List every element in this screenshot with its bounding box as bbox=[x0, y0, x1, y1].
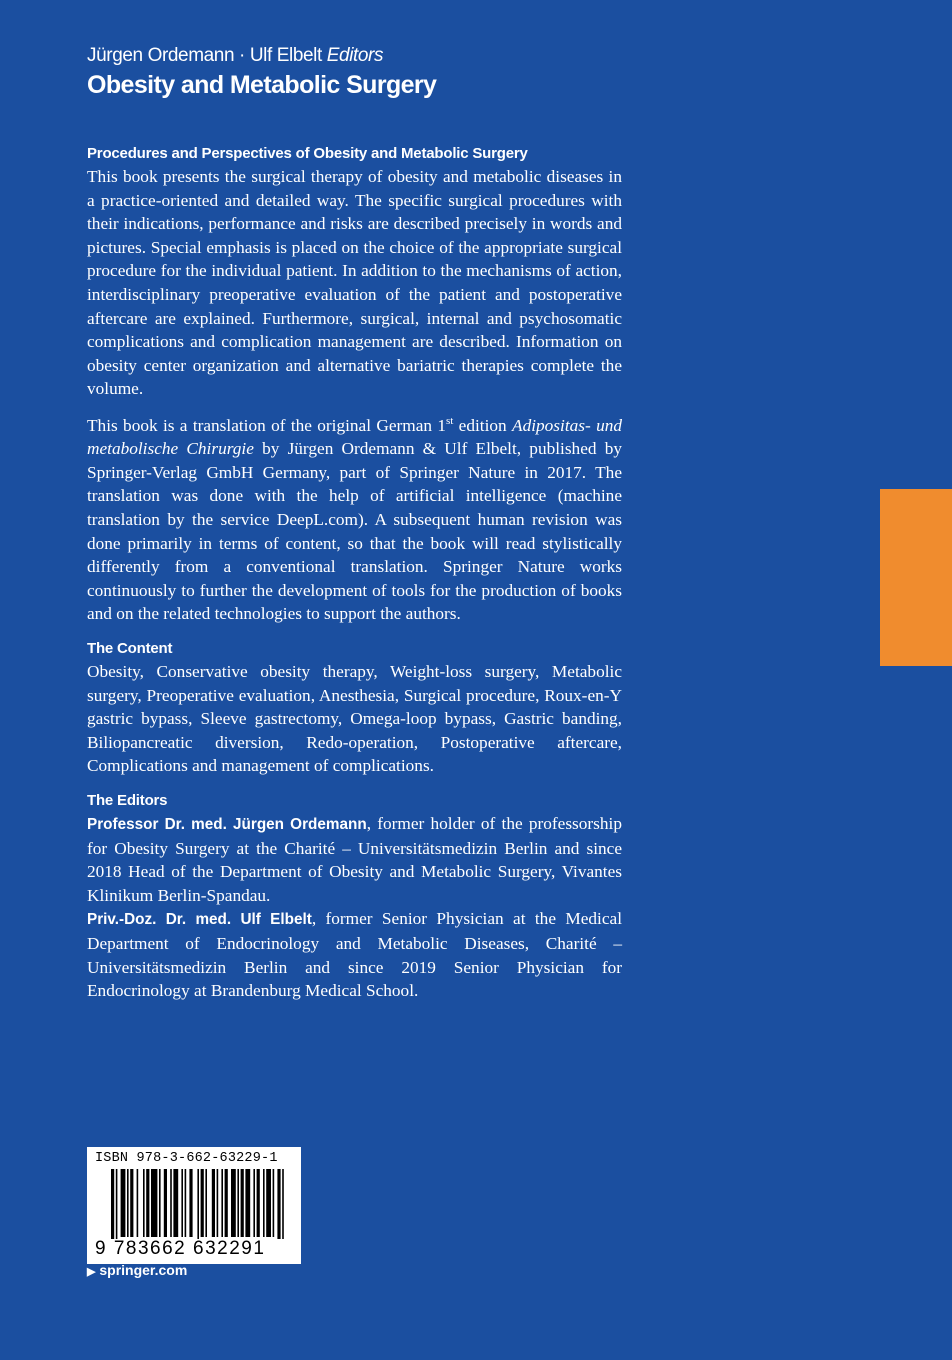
translation-text-1: This book is a translation of the original German 1 bbox=[87, 415, 446, 435]
content-paragraph: Obesity, Conservative obesity therapy, Weight-loss surgery, Metabolic surgery, Preoperative evaluation, Anesthesia, Surgical procedure, Roux-en-Y gastric bypass, Sleeve gastrectomy, Omega-loop bypass, Gastric banding, Biliopancreatic diversion, Redo-operation, Postoperative aftercare, Complications and management of complications. bbox=[87, 662, 622, 776]
original-title: Adipositas- und metabolische Chirurgie bbox=[87, 415, 622, 459]
barcode-bar bbox=[121, 1169, 126, 1237]
barcode-bar bbox=[257, 1169, 260, 1237]
barcode-bar bbox=[277, 1169, 280, 1239]
barcode-bar bbox=[143, 1169, 145, 1237]
editor2-name: Priv.-Doz. Dr. med. Ulf Elbelt bbox=[87, 911, 312, 929]
barcode-box bbox=[87, 1147, 301, 1264]
barcode-bar bbox=[130, 1169, 133, 1237]
book-title: Obesity and Metabolic Surgery bbox=[87, 71, 437, 99]
barcode-bar bbox=[212, 1169, 215, 1237]
author-names: Jürgen Ordemann · Ulf Elbelt bbox=[87, 45, 322, 66]
barcode-bar bbox=[221, 1169, 223, 1237]
editor2-paragraph bbox=[87, 907, 622, 1002]
barcode-bar bbox=[225, 1169, 228, 1237]
barcode-digits: 9 783662 632291 bbox=[95, 1238, 266, 1259]
procedures-paragraph: This book presents the surgical therapy of obesity and metabolic diseases in a practice-oriented and detailed way. The specific surgical procedures with their indications, performance and risks are described precisely in words and pictures. Special emphasis is placed on the choice of the appropriate surgical procedure for the individual patient. In addition to the mechanisms of action, interdisciplinary preoperative evaluation of the patient and postoperative aftercare are explained. Furthermore, surgical, internal and psychosomatic complications and complication management are described. Information on obesity center organization and alternative bariatric therapies complete the volume. bbox=[87, 167, 622, 399]
barcode-bar bbox=[173, 1169, 178, 1237]
springer-link[interactable] bbox=[87, 1262, 187, 1278]
cover-header bbox=[87, 44, 647, 100]
barcode-bar bbox=[137, 1169, 139, 1237]
editor1-paragraph bbox=[87, 812, 622, 907]
translation-text-2: edition bbox=[453, 415, 513, 435]
barcode-bar bbox=[181, 1169, 183, 1237]
barcode-bar bbox=[164, 1169, 167, 1237]
barcode-bar bbox=[201, 1169, 204, 1237]
barcode-bar bbox=[111, 1169, 114, 1239]
barcode-bar bbox=[170, 1169, 172, 1237]
translation-sup: st bbox=[446, 414, 454, 427]
authors-line bbox=[87, 44, 647, 68]
barcode-bar bbox=[237, 1169, 239, 1237]
isbn-text: ISBN 978-3-662-63229-1 bbox=[95, 1151, 278, 1166]
barcode-bar bbox=[217, 1169, 219, 1237]
barcode-bar bbox=[282, 1169, 284, 1239]
barcode-bar bbox=[159, 1169, 161, 1237]
barcode-bar bbox=[197, 1169, 199, 1239]
content-heading: The Content bbox=[87, 640, 173, 658]
barcode-bar bbox=[263, 1169, 265, 1237]
barcode-bar bbox=[273, 1169, 275, 1237]
translation-text-3: by Jürgen Ordemann & Ulf Elbelt, published by Springer-Verlag GmbH Germany, part of Springer Nature in 2017. The translation was done with the help of artificial intelligence (machine translation by the service DeepL.com). A subsequent human revision was done primarily in terms of content, so that the book will read stylistically differently from a conventional translation. Springer Nature works continuously to further the development of tools for the production of books and on the related technologies to support the authors. bbox=[87, 439, 622, 624]
spine-color-tab bbox=[880, 489, 952, 666]
translation-paragraph bbox=[87, 410, 622, 626]
barcode-bar bbox=[189, 1169, 192, 1237]
editors-label: Editors bbox=[326, 45, 384, 66]
springer-url: springer.com bbox=[99, 1262, 188, 1278]
barcode-bar bbox=[127, 1169, 129, 1237]
editors-heading: The Editors bbox=[87, 792, 168, 810]
barcode-bar bbox=[266, 1169, 271, 1237]
barcode-bar bbox=[205, 1169, 207, 1237]
procedures-heading: Procedures and Perspectives of Obesity and Metabolic Surgery bbox=[87, 145, 528, 162]
barcode-bar bbox=[185, 1169, 187, 1237]
editor1-name: Professor Dr. med. Jürgen Ordemann bbox=[87, 816, 367, 834]
back-cover-text bbox=[87, 143, 622, 1003]
barcode-bar bbox=[231, 1169, 236, 1237]
barcode-bar bbox=[146, 1169, 149, 1237]
barcode-bar bbox=[253, 1169, 255, 1237]
editor1-bio: , former holder of the professorship for Obesity Surgery at the Charité – Universitätsmedizin Berlin and since 2018 Head of the Department of Obesity and Metabolic Surgery, Vivantes Klinikum Berlin-Spandau. bbox=[87, 814, 622, 905]
barcode-bar bbox=[116, 1169, 118, 1239]
barcode-bar bbox=[245, 1169, 250, 1237]
barcode-icon bbox=[87, 1167, 301, 1239]
editor2-bio: , former Senior Physician at the Medical Department of Endocrinology and Metabolic Diseases, Charité – Universitätsmedizin Berlin and since 2019 Senior Physician for Endocrinology at Brandenburg Medical School. bbox=[87, 909, 622, 1001]
barcode-bar bbox=[151, 1169, 157, 1237]
arrow-icon: ▶ bbox=[87, 1266, 96, 1278]
barcode-bar bbox=[241, 1169, 244, 1237]
